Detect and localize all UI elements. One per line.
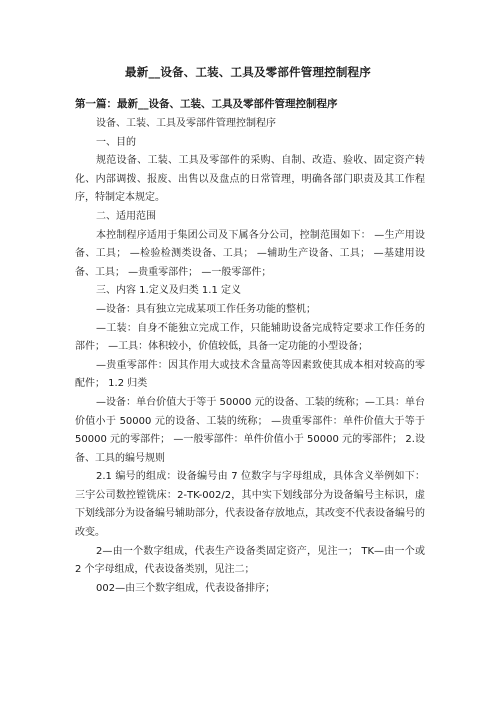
paragraph: 二、适用范围 [96,210,156,222]
document-body [75,115,425,598]
paragraph: 本控制程序适用于集团公司及下属各分公司，控制范围如下： —生产用设备、工具； —检验检测类设备、工具； —辅助生产设备、工具； —基建用设备、工具； —贵重零部件； —一般零部件； [75,229,425,278]
paragraph: 三、内容 1.定义及归类 1.1 定义 [96,285,241,297]
paragraph: 设备、工装、工具及零部件管理控制程序 [96,118,276,129]
paragraph: 2—由一个数字组成，代表生产设备类固定资产，见注一； TK—由一个或 2 个字母组成，代表设备类别，见注二； [75,545,425,576]
document-title: 最新__设备、工装、工具及零部件管理控制程序 [125,65,371,79]
paragraph: —贵重零部件：因其作用大或技术含量高等因素致使其成本相对较高的零配件； 1.2 归类 [75,359,425,390]
paragraph: 2.1 编号的组成：设备编号由 7 位数字与字母组成，具体含义举例如下： 三宇公司数控镗铣床：2-TK-002/2，其中实下划线部分为设备编号主标识，虚下划线部分为设备编号辅助部分，代表设备存放地点，其改变不代表设备编号的改变。 [75,471,425,539]
paragraph: 002—由三个数字组成，代表设备排序； [96,582,276,594]
paragraph: —设备：单台价值大于等于 50000 元的设备、工装的统称；—工具：单台价值小于 50000 元的设备、工装的统称； —贵重零部件：单件价值大于等于 50000 元的零部件； —一般零部件：单件价值小于 50000 元的零部件； 2.设备、工具的编号规则 [75,396,425,464]
paragraph: 一、目的 [96,136,136,148]
paragraph: —设备：具有独立完成某项工作任务功能的整机； [96,303,316,315]
paragraph: —工装：自身不能独立完成工作，只能辅助设备完成特定要求工作任务的部件； —工具：体积较小，价值较低，具备一定功能的小型设备； [75,322,425,353]
paragraph: 规范设备、工装、工具及零部件的采购、自制、改造、验收、固定资产转化、内部调拨、报废、出售以及盘点的日常管理，明确各部门职责及其工作程序，特制定本规定。 [75,155,425,204]
chapter-heading: 第一篇：最新__设备、工装、工具及零部件管理控制程序 [75,98,338,110]
